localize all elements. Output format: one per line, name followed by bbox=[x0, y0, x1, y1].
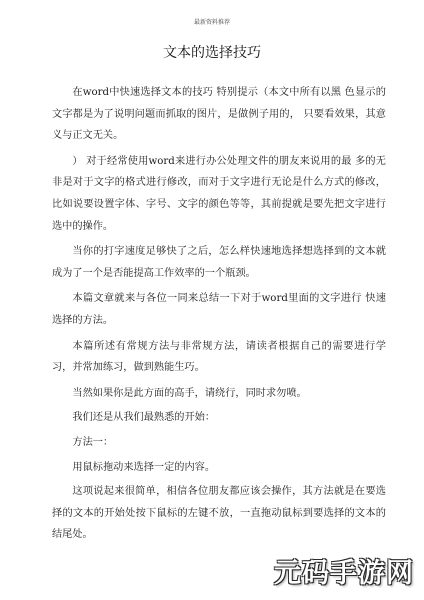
paragraph: ） 对于经常使用word来进行办公处理文件的朋友来说用的最 多的无非是对于文字的格式进行修改，而对于文字进行无论是什么方式的修改，比如说要设置字体、字号、文字的颜色等等，其前提就是要先把文字进行选中的操作。 bbox=[52, 155, 386, 232]
header-note: 最新资料推荐 bbox=[193, 19, 230, 26]
paragraph: 本篇文章就来与各位一同来总结一下对于word里面的文字进行 快速选择的方法。 bbox=[52, 293, 386, 326]
paragraph: 用鼠标拖动来选择一定的内容。 bbox=[72, 461, 216, 473]
paragraph: 当你的打字速度足够快了之后，怎么样快速地选择想选择到的文本就成为了一个是否能提高工作效率的一个瓶颈。 bbox=[52, 246, 386, 279]
paragraph: 在word中快速选择文本的技巧 特别提示（本文中所有以黑 色显示的文字都是为了说明问题而抓取的图片，是做例子用的， 只要看效果，其意义与正文无关。 bbox=[52, 87, 386, 142]
watermark-logo: 元码手游网 bbox=[274, 558, 414, 589]
paragraph: 当然如果你是此方面的高手，请绕行，同时求勿喷。 bbox=[72, 387, 307, 399]
document-title: 文本的选择技巧 bbox=[163, 45, 261, 61]
document-body bbox=[52, 82, 386, 550]
paragraph: 方法一： bbox=[72, 436, 114, 448]
paragraph: 本篇所述有常规方法与非常规方法，请读者根据自己的需要进行学习，并常加练习，做到熟能生巧。 bbox=[52, 340, 386, 374]
paragraph: 我们还是从我们最熟悉的开始： bbox=[72, 412, 216, 424]
paragraph: 这项说起来很简单，相信各位朋友都应该会操作，其方法就是在要选择的文本的开始处按下鼠标的左键不放，一直拖动鼠标到要选择的文本的结尾处。 bbox=[52, 486, 386, 541]
